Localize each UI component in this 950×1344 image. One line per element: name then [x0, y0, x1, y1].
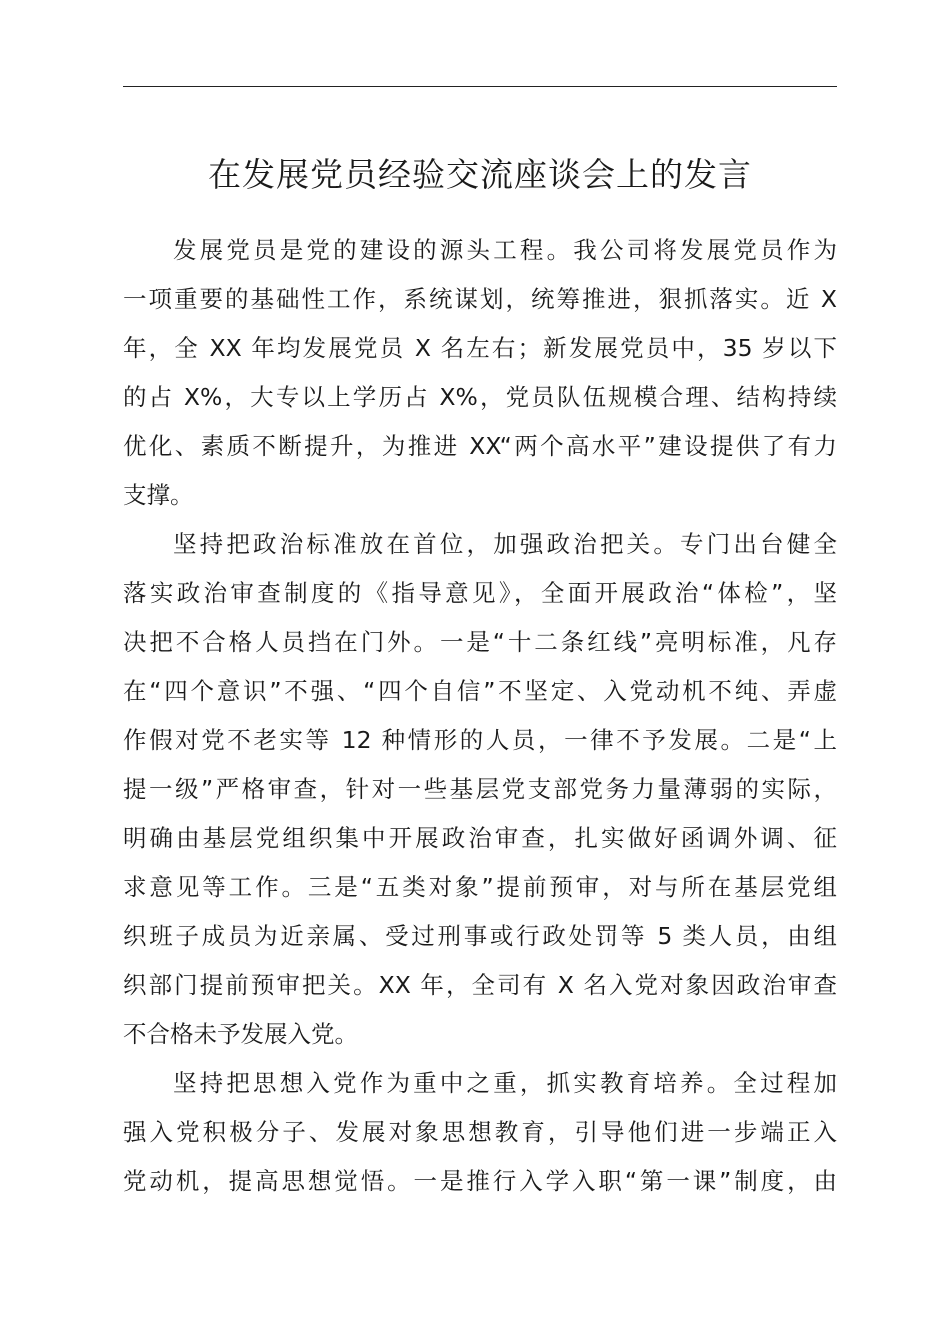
paragraph-2 — [123, 520, 837, 1059]
document-title: 在发展党员经验交流座谈会上的发言 — [208, 155, 752, 194]
header-rule — [123, 86, 837, 87]
paragraph-line: 坚持把政治标准放在首位，加强政治把关。专门出台健全 — [173, 530, 837, 558]
paragraph-line: 织部门提前预审把关。XX 年，全司有 X 名入党对象因政治审查 — [123, 971, 837, 999]
paragraph-line: 不合格未予发展入党。 — [123, 1020, 358, 1048]
paragraph-line: 的占 X%，大专以上学历占 X%，党员队伍规模合理、结构持续 — [123, 383, 837, 411]
paragraph-line: 党动机，提高思想觉悟。一是推行入学入职“第一课”制度，由 — [123, 1167, 837, 1195]
paragraph-line: 织班子成员为近亲属、受过刑事或行政处罚等 5 类人员，由组 — [123, 922, 837, 950]
paragraph-line: 坚持把思想入党作为重中之重，抓实教育培养。全过程加 — [173, 1069, 837, 1097]
paragraph-line: 强入党积极分子、发展对象思想教育，引导他们进一步端正入 — [123, 1118, 837, 1146]
paragraph-1 — [123, 226, 837, 520]
paragraph-line: 落实政治审查制度的《指导意见》，全面开展政治“体检”，坚 — [123, 579, 837, 607]
paragraph-line: 作假对党不老实等 12 种情形的人员，一律不予发展。二是“上 — [123, 726, 837, 754]
paragraph-line: 年，全 XX 年均发展党员 X 名左右；新发展党员中，35 岁以下 — [123, 334, 837, 362]
paragraph-line: 发展党员是党的建设的源头工程。我公司将发展党员作为 — [173, 236, 837, 264]
paragraph-line: 决把不合格人员挡在门外。一是“十二条红线”亮明标准，凡存 — [123, 628, 837, 656]
document-body — [123, 226, 837, 1206]
paragraph-3 — [123, 1059, 837, 1206]
paragraph-line: 求意见等工作。三是“五类对象”提前预审，对与所在基层党组 — [123, 873, 837, 901]
paragraph-line: 明确由基层党组织集中开展政治审查，扎实做好函调外调、征 — [123, 824, 837, 852]
paragraph-line: 支撑。 — [123, 481, 194, 509]
paragraph-line: 优化、素质不断提升，为推进 XX“两个高水平”建设提供了有力 — [123, 432, 837, 460]
paragraph-line: 一项重要的基础性工作，系统谋划，统筹推进，狠抓落实。近 X — [123, 285, 837, 313]
paragraph-line: 提一级”严格审查，针对一些基层党支部党务力量薄弱的实际， — [123, 775, 837, 803]
paragraph-line: 在“四个意识”不强、“四个自信”不坚定、入党动机不纯、弄虚 — [123, 677, 837, 705]
